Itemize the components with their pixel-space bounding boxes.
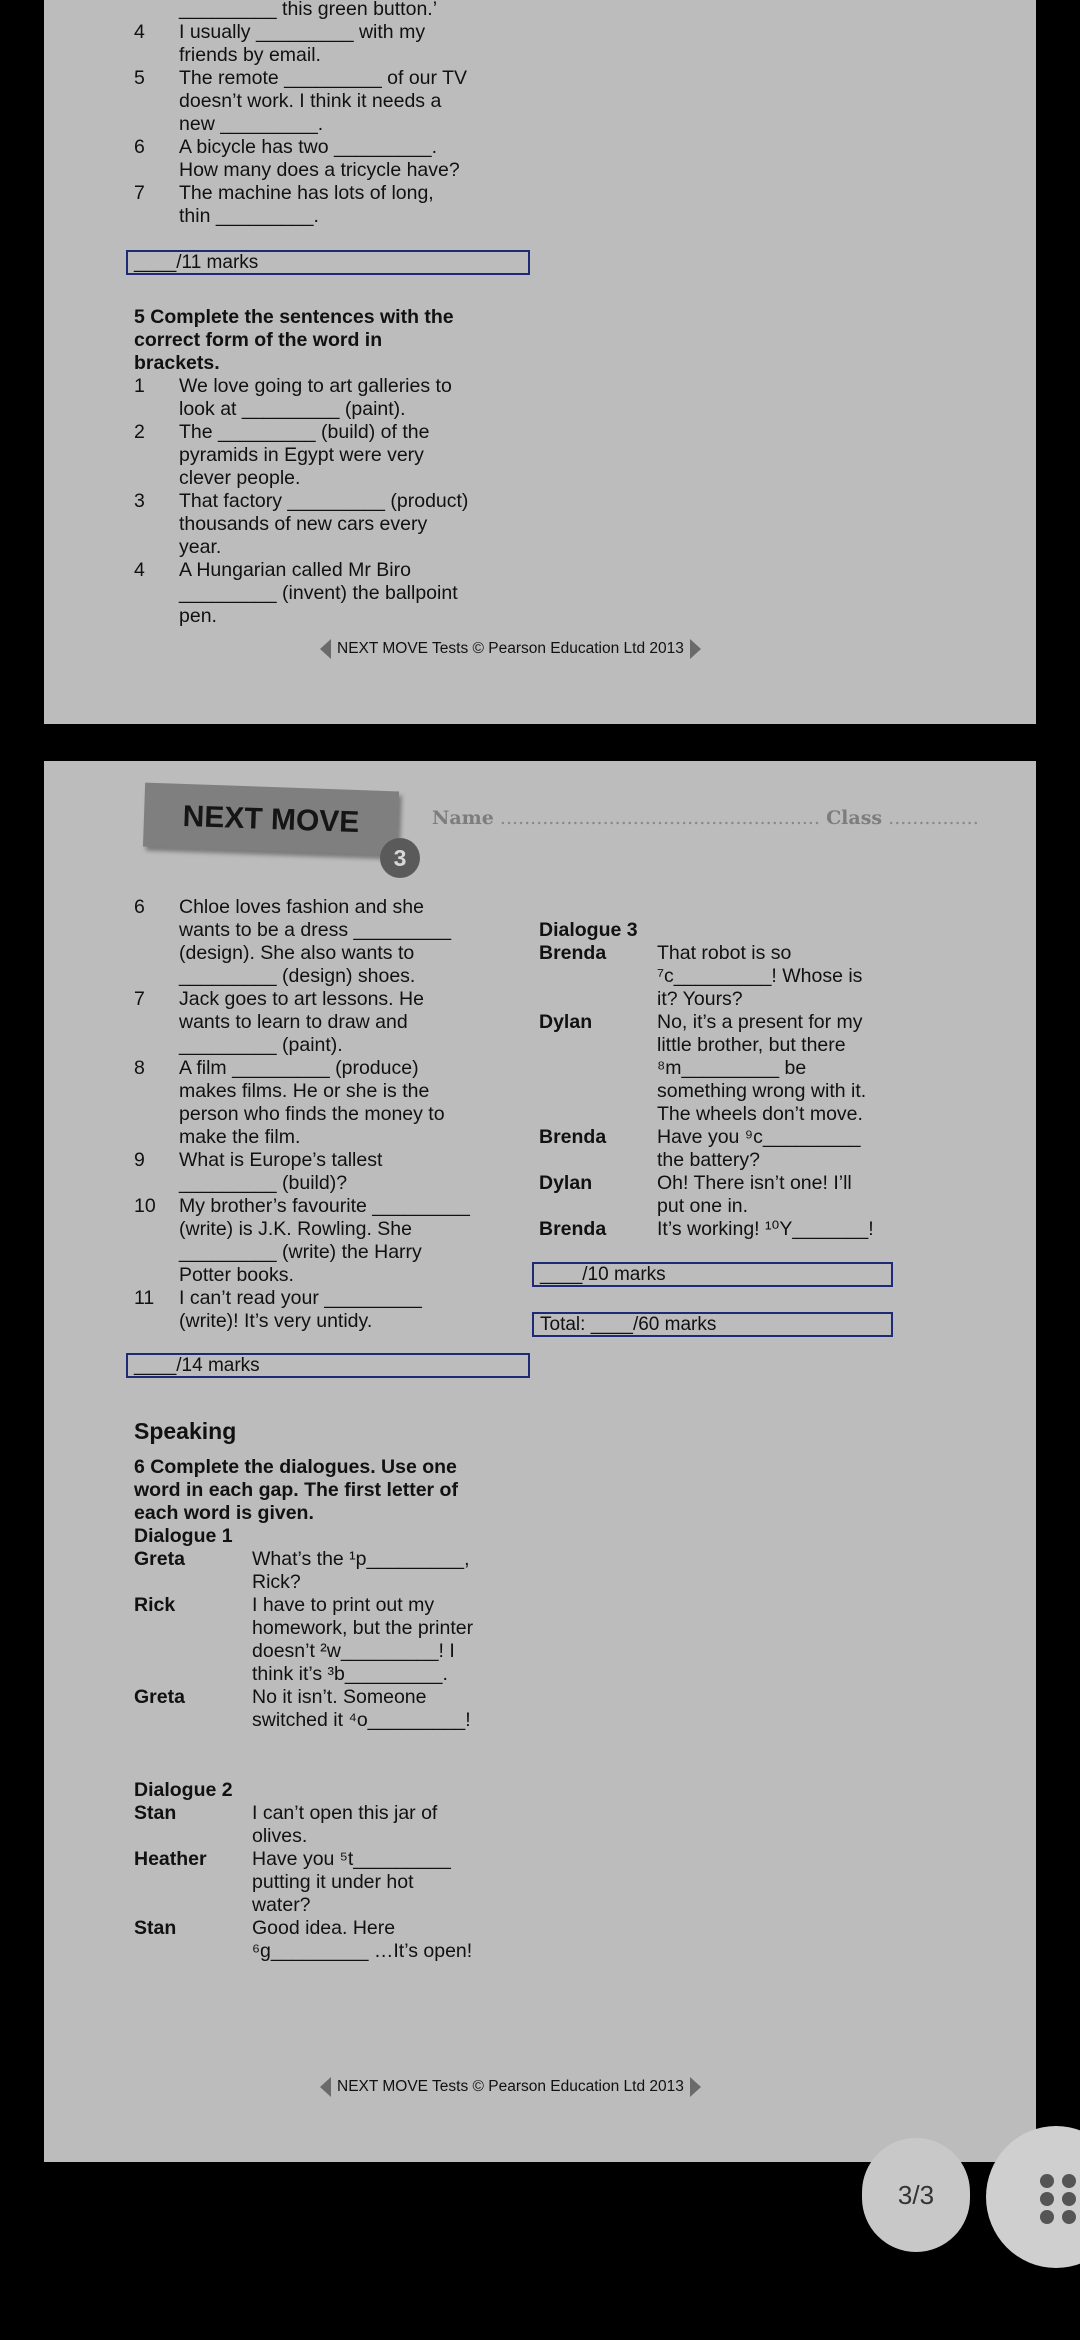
speaker-name: Brenda <box>539 1126 607 1148</box>
question-line: pyramids in Egypt were very <box>179 444 424 466</box>
question-line: How many does a tricycle have? <box>179 159 460 181</box>
speaker-name: Brenda <box>539 1218 607 1240</box>
dialogue-line: What’s the ¹p_________, <box>252 1548 470 1570</box>
question-line: _________ (design) shoes. <box>179 965 416 987</box>
dialogue-line: ⁸m_________ be <box>657 1057 807 1079</box>
question-line: (design). She also wants to <box>179 942 415 964</box>
prev-arrow-icon <box>320 2077 331 2097</box>
question-line: _________ (build)? <box>179 1172 348 1194</box>
question-line: wants to learn to draw and <box>179 1011 408 1033</box>
question-line: brackets. <box>134 352 220 374</box>
dialogue-line: The wheels don’t move. <box>657 1103 863 1125</box>
question-line: look at _________ (paint). <box>179 398 406 420</box>
dialogue-line: I have to print out my <box>252 1594 435 1616</box>
logo-level-badge: 3 <box>380 838 420 878</box>
instruction-line: word in each gap. The first letter of <box>134 1479 458 1501</box>
question-number: 6 <box>134 896 145 918</box>
question-line: thousands of new cars every <box>179 513 428 535</box>
question-number: 9 <box>134 1149 145 1171</box>
marks-box-14-label: ____/14 marks <box>134 1355 260 1376</box>
dialogue-line: No it isn’t. Someone <box>252 1686 427 1708</box>
dialogue-line: something wrong with it. <box>657 1080 867 1102</box>
footer-text: NEXT MOVE Tests © Pearson Education Ltd 2013 <box>337 2078 684 2095</box>
document-page-3 <box>44 761 1036 2162</box>
marks-box-11 <box>126 250 530 275</box>
logo-text: NEXT MOVE <box>182 799 360 840</box>
dialogue-line: That robot is so <box>657 942 792 964</box>
question-line: The machine has lots of long, <box>179 182 434 204</box>
question-line: doesn’t work. I think it needs a <box>179 90 442 112</box>
question-line: A film _________ (produce) <box>179 1057 419 1079</box>
dialogue-line: put one in. <box>657 1195 749 1217</box>
question-line: _________ this green button.’ <box>179 0 438 20</box>
dialogue-line: think it’s ³b_________. <box>252 1663 448 1685</box>
question-line: A Hungarian called Mr Biro <box>179 559 411 581</box>
speaker-name: Greta <box>134 1548 185 1570</box>
question-line: We love going to art galleries to <box>179 375 452 397</box>
question-line: Potter books. <box>179 1264 294 1286</box>
dialogue-line: Rick? <box>252 1571 301 1593</box>
question-line: A bicycle has two _________. <box>179 136 438 158</box>
question-number: 6 <box>134 136 145 158</box>
question-line: thin _________. <box>179 205 319 227</box>
dialogue-line: olives. <box>252 1825 308 1847</box>
question-line: _________ (paint). <box>179 1034 343 1056</box>
total-box-label: Total: ____/60 marks <box>540 1314 717 1335</box>
speaker-name: Stan <box>134 1802 177 1824</box>
class-label: Class <box>826 807 883 829</box>
question-number: 7 <box>134 988 145 1010</box>
instruction-line: each word is given. <box>134 1502 314 1524</box>
page-indicator-label: 3/3 <box>897 2180 935 2210</box>
dialogue-line: Good idea. Here <box>252 1917 396 1939</box>
question-line: 5 Complete the sentences with the <box>134 306 454 328</box>
question-line: new _________. <box>179 113 324 135</box>
page-indicator[interactable] <box>862 2138 970 2252</box>
question-line: The _________ (build) of the <box>179 421 430 443</box>
total-box <box>532 1312 893 1337</box>
question-line: makes films. He or she is the <box>179 1080 430 1102</box>
question-line: pen. <box>179 605 217 627</box>
question-number: 10 <box>134 1195 156 1217</box>
dialogue-title: Dialogue 2 <box>134 1779 233 1801</box>
marks-box-14 <box>126 1353 530 1378</box>
question-line: person who finds the money to <box>179 1103 445 1125</box>
dialogue-line: it? Yours? <box>657 988 743 1010</box>
speaker-name: Dylan <box>539 1011 593 1033</box>
next-move-logo <box>143 783 399 856</box>
question-number: 3 <box>134 490 145 512</box>
dialogue-line: water? <box>252 1894 311 1916</box>
dialogue-line: doesn’t ²w_________! I <box>252 1640 455 1662</box>
speaker-name: Brenda <box>539 942 607 964</box>
speaker-name: Heather <box>134 1848 207 1870</box>
question-line: My brother’s favourite _________ <box>179 1195 470 1217</box>
speaker-name: Greta <box>134 1686 185 1708</box>
dialogue-line: switched it ⁴o_________! <box>252 1709 471 1731</box>
question-line: clever people. <box>179 467 301 489</box>
question-line: I can’t read your _________ <box>179 1287 422 1309</box>
question-line: I usually _________ with my <box>179 21 426 43</box>
next-arrow-icon <box>690 2077 701 2097</box>
marks-box-11-label: ____/11 marks <box>134 252 259 273</box>
name-class-line: Name ..................................................... Class ............... <box>432 807 979 829</box>
marks-box-10 <box>532 1262 893 1287</box>
speaker-name: Stan <box>134 1917 177 1939</box>
dialogue-line: No, it’s a present for my <box>657 1011 863 1033</box>
speaking-heading: Speaking <box>134 1418 237 1444</box>
question-line: Chloe loves fashion and she <box>179 896 424 918</box>
question-line: friends by email. <box>179 44 321 66</box>
question-line: make the film. <box>179 1126 301 1148</box>
question-line: The remote _________ of our TV <box>179 67 467 89</box>
question-number: 11 <box>134 1287 155 1309</box>
name-label: Name <box>432 807 494 829</box>
question-line: year. <box>179 536 222 558</box>
speaker-name: Dylan <box>539 1172 593 1194</box>
question-line: That factory _________ (product) <box>179 490 469 512</box>
question-number: 1 <box>134 375 145 397</box>
prev-arrow-icon <box>320 639 331 659</box>
page-footer <box>320 2077 701 2097</box>
marks-box-10-label: ____/10 marks <box>540 1264 666 1285</box>
dialogue-line: putting it under hot <box>252 1871 414 1893</box>
question-line: Jack goes to art lessons. He <box>179 988 424 1010</box>
question-number: 5 <box>134 67 145 89</box>
footer-text: NEXT MOVE Tests © Pearson Education Ltd 2013 <box>337 640 684 657</box>
dialogue-title: Dialogue 3 <box>539 919 638 941</box>
dialogue-line: ⁶g_________ …It’s open! <box>252 1940 473 1962</box>
dialogue-line: homework, but the printer <box>252 1617 474 1639</box>
question-line: correct form of the word in <box>134 329 383 351</box>
question-number: 7 <box>134 182 145 204</box>
speaker-name: Rick <box>134 1594 176 1616</box>
question-line: wants to be a dress _________ <box>179 919 452 941</box>
next-arrow-icon <box>690 639 701 659</box>
dialogue-line: I can’t open this jar of <box>252 1802 438 1824</box>
dialogue-line: Have you ⁵t_________ <box>252 1848 451 1870</box>
dialogue-line: little brother, but there <box>657 1034 846 1056</box>
question-line: (write)! It’s very untidy. <box>179 1310 373 1332</box>
dialogue-title: Dialogue 1 <box>134 1525 233 1547</box>
question-line: _________ (write) the Harry <box>179 1241 422 1263</box>
dialogue-line: ⁷c_________! Whose is <box>657 965 863 987</box>
question-number: 4 <box>134 559 145 581</box>
question-line: _________ (invent) the ballpoint <box>179 582 458 604</box>
instruction-line: 6 Complete the dialogues. Use one <box>134 1456 457 1478</box>
question-number: 2 <box>134 421 145 443</box>
page-footer <box>320 639 701 659</box>
question-line: What is Europe’s tallest <box>179 1149 383 1171</box>
question-line: (write) is J.K. Rowling. She <box>179 1218 412 1240</box>
dialogue-line: Have you ⁹c_________ <box>657 1126 861 1148</box>
dialogue-line: Oh! There isn’t one! I’ll <box>657 1172 852 1194</box>
dialogue-line: the battery? <box>657 1149 760 1171</box>
question-number: 4 <box>134 21 145 43</box>
dialogue-line: It’s working! ¹⁰Y_______! <box>657 1218 874 1240</box>
question-number: 8 <box>134 1057 145 1079</box>
document-page-2 <box>44 0 1036 724</box>
